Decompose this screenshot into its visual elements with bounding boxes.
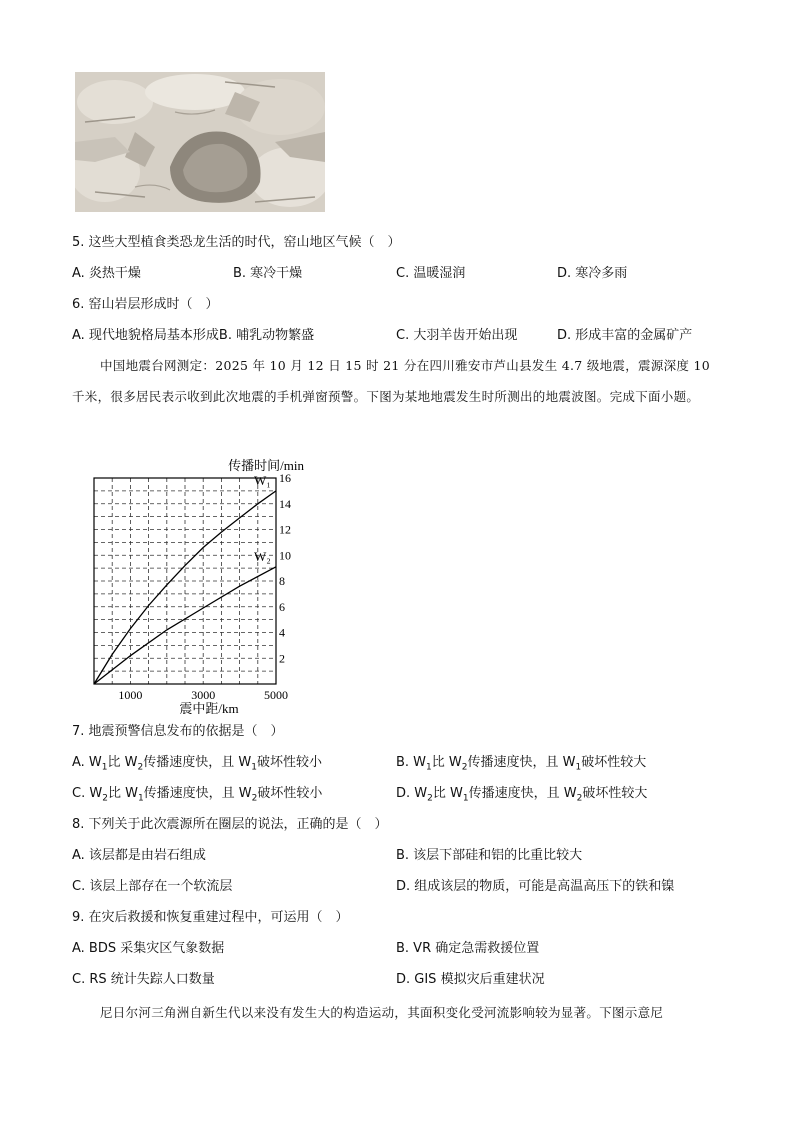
y-tick-label: 12 xyxy=(279,522,291,537)
q5-option-c: C. 温暖湿润 xyxy=(396,266,466,281)
y-tick-label: 10 xyxy=(279,548,291,563)
q8-option-a: A. 该层都是由岩石组成 xyxy=(72,848,206,863)
earthquake-passage: 中国地震台网测定：2025 年 10 月 12 日 15 时 21 分在四川雅安市芦山县发生 4.7 级地震，震源深度 10 千米，很多居民表示收到此次地震的手机弹窗预警。下图为某地地震发生时所测出的地震波图。完成下面小题。 xyxy=(72,358,711,404)
q8-option-d: D. 组成该层的物质，可能是高温高压下的铁和镍 xyxy=(396,879,675,894)
q7-option-a: A. $W_1$比 $W_2$传播速度快，且 $W_1$破坏性较小 xyxy=(72,755,323,773)
question-9-stem: 9. 在灾后救援和恢复重建过程中，可运用（ ） xyxy=(72,910,349,925)
y-axis-label: 传播时间/min xyxy=(228,458,304,473)
q8-option-b: B. 该层下部硅和铝的比重比较大 xyxy=(396,848,583,863)
y-tick-label: 4 xyxy=(279,625,285,640)
y-tick-label: 8 xyxy=(279,574,285,588)
q6-option-c: C. 大羽羊齿开始出现 xyxy=(396,328,518,343)
x-tick-label: 5000 xyxy=(264,688,288,702)
x-axis-label: 震中距/km xyxy=(179,701,239,714)
question-5-stem: 5. 这些大型植食类恐龙生活的时代，窑山地区气候（ ） xyxy=(72,235,401,250)
q6-option-d: D. 形成丰富的金属矿产 xyxy=(557,328,693,343)
question-7-stem: 7. 地震预警信息发布的依据是（ ） xyxy=(72,724,284,739)
series-label-w2: W₂ xyxy=(254,548,271,564)
q5-option-d: D. 寒冷多雨 xyxy=(557,266,628,281)
y-tick-label: 6 xyxy=(279,599,285,614)
q5-option-a: A. 炎热干燥 xyxy=(72,266,141,281)
q5-option-b: B. 寒冷干燥 xyxy=(233,266,303,281)
seismic-wave-chart xyxy=(80,452,330,714)
q9-option-c: C. RS 统计失踪人口数量 xyxy=(72,972,215,987)
x-tick-label: 3000 xyxy=(191,688,216,702)
q8-option-c: C. 该层上部存在一个软流层 xyxy=(72,879,233,894)
q7-option-d: D. $W_2$比 $W_1$传播速度快，且 $W_2$破坏性较大 xyxy=(396,786,648,804)
question-8-stem: 8. 下列关于此次震源所在圈层的说法，正确的是（ ） xyxy=(72,817,388,832)
q7-option-b: B. $W_1$比 $W_2$传播速度快，且 $W_1$破坏性较大 xyxy=(396,755,647,773)
rock-outcrop-photo xyxy=(75,72,325,212)
q9-option-d: D. GIS 模拟灾后重建状况 xyxy=(396,972,545,987)
question-6-stem: 6. 窑山岩层形成时（ ） xyxy=(72,297,219,312)
q9-option-b: B. VR 确定急需救援位置 xyxy=(396,941,540,956)
x-tick-label: 1000 xyxy=(118,688,143,702)
niger-delta-passage: 尼日尔河三角洲自新生代以来没有发生大的构造运动，其面积变化受河流影响较为显著。下图示意尼 xyxy=(100,1005,664,1020)
y-tick-label: 14 xyxy=(279,496,291,511)
q9-option-a: A. BDS 采集灾区气象数据 xyxy=(72,941,225,956)
series-label-w1: W₁ xyxy=(254,472,271,488)
q7-option-c: C. $W_2$比 $W_1$传播速度快，且 $W_2$破坏性较小 xyxy=(72,786,323,804)
q6-option-ab: A. 现代地貌格局基本形成B. 哺乳动物繁盛 xyxy=(72,328,315,343)
y-tick-label: 2 xyxy=(279,651,285,666)
y-tick-label: 16 xyxy=(279,471,291,485)
